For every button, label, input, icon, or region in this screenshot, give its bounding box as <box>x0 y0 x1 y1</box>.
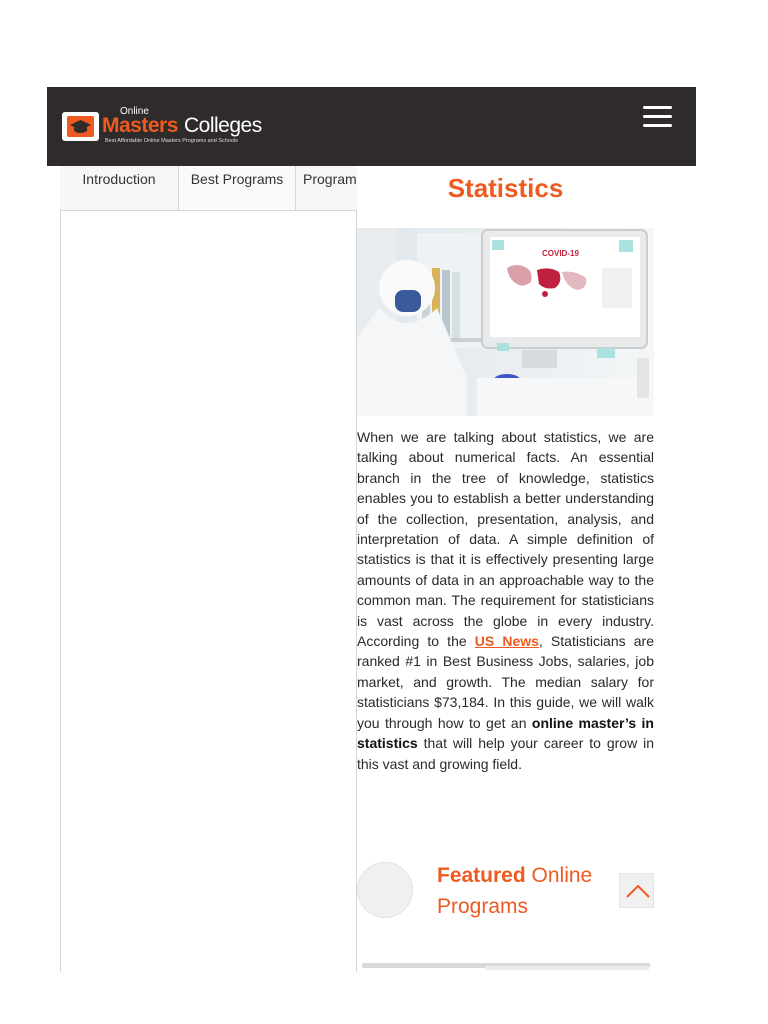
tab-label: Best Programs <box>190 171 284 187</box>
article-text: that will help your career to grow in this vast and growing field. <box>357 735 654 772</box>
logo-tagline: Best Affordable Online Masters Programs and Schools <box>105 138 238 144</box>
tab-label: Program <box>303 171 357 187</box>
featured-title <box>437 860 617 922</box>
site-header <box>47 87 696 166</box>
us-news-link[interactable]: US News <box>474 633 539 650</box>
tab-label: Introduction <box>82 171 156 187</box>
logo-masters: Masters <box>102 114 178 137</box>
logo-online: Online <box>120 106 149 117</box>
featured-icon <box>357 862 413 918</box>
hamburger-menu-icon[interactable] <box>643 104 673 130</box>
logo-cap-icon <box>62 112 99 141</box>
article-body <box>357 427 654 774</box>
featured-programs-section <box>357 860 654 922</box>
hero-image <box>357 228 654 416</box>
article-text: , Statisticians are ranked #1 in Best Business Jobs, salaries, job market, and growth. The median salary for statisticians $73,184. In this guide, we will walk you through how to get an <box>357 633 654 731</box>
scroll-to-top-button[interactable] <box>619 873 654 908</box>
tab-content-panel <box>60 150 357 972</box>
article-bold-text: online master’s in statistics <box>357 714 654 752</box>
page-title-line2: Statistics <box>447 173 564 203</box>
featured-title-bold: Featured <box>437 864 526 887</box>
site-logo[interactable] <box>62 105 302 149</box>
hero-screen-title: COVID-19 <box>542 249 579 258</box>
article-text: When we are talking about statistics, we are talking about numerical facts. An essential branch in the tree of knowledge, statistics enables you to establish a better understanding of the collection, presentation, analysis, and interpretation of data. A simple definition of statistics is that it is effectively presenting large amounts of data in an approachable way to the common man. The requirement for statisticians is vast across the globe in every industry. According to the <box>357 429 654 650</box>
chevron-up-icon <box>626 884 650 898</box>
featured-title-rest: Online Programs <box>437 864 593 918</box>
logo-colleges: Colleges <box>184 114 262 137</box>
carousel-indicator[interactable] <box>485 966 649 970</box>
